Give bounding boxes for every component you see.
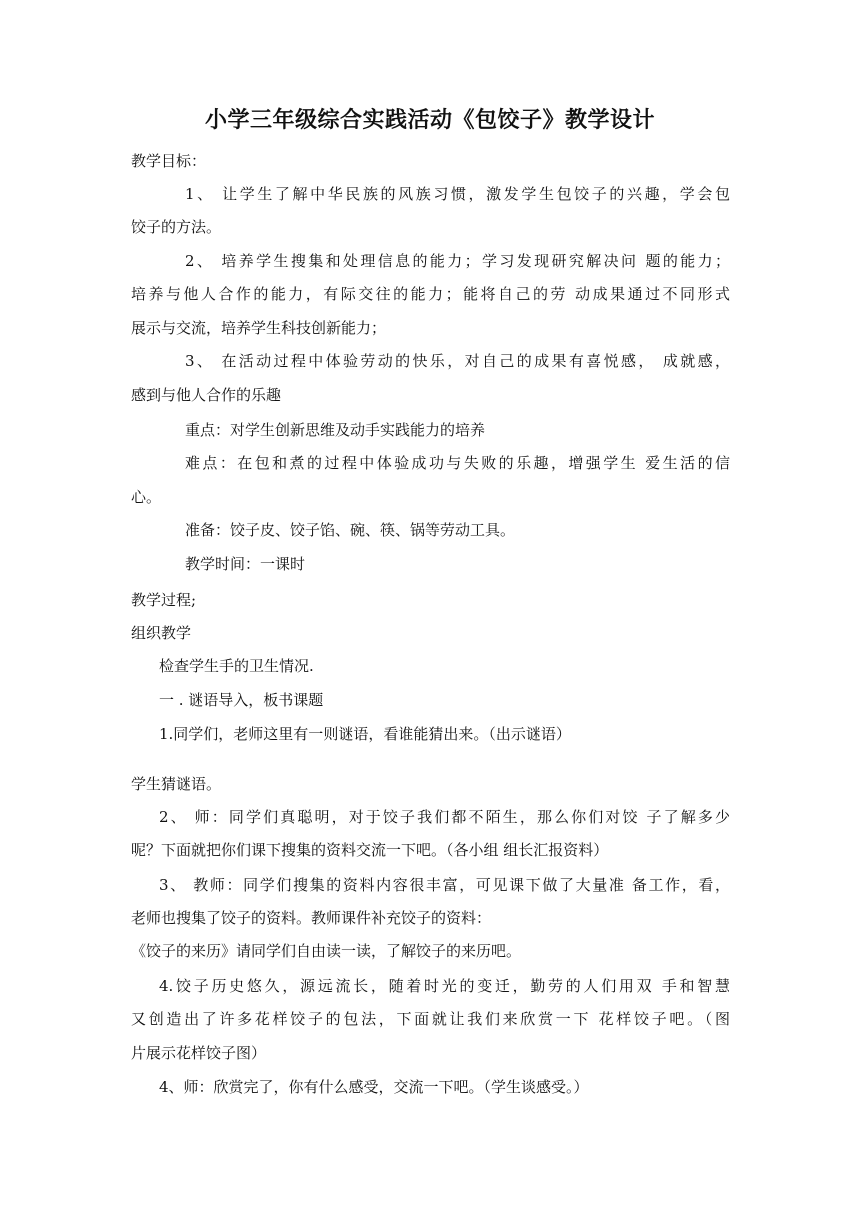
section-heading-process: 教学过程; bbox=[131, 591, 197, 609]
paragraph-line: 片展示花样饺子图） bbox=[131, 1044, 267, 1062]
paragraph-line: 《饺子的来历》请同学们自由读一读，了解饺子的来历吧。 bbox=[131, 942, 522, 960]
teaching-time-line: 教学时间：一课时 bbox=[185, 555, 306, 573]
paragraph-line: 4、师：欣赏完了，你有什么感受，交流一下吧。（学生谈感受。） bbox=[159, 1078, 589, 1096]
paragraph-line: 检查学生手的卫生情况. bbox=[159, 657, 314, 675]
paragraph-line: 呢？下面就把你们课下搜集的资料交流一下吧。（各小组 组长汇报资料） bbox=[131, 841, 609, 859]
section-heading-objectives: 教学目标： bbox=[131, 152, 207, 170]
paragraph-line: 2、 培养学生搜集和处理信息的能力；学习发现研究解决问 题的能力； bbox=[185, 252, 730, 270]
preparation-line: 准备：饺子皮、饺子馅、碗、筷、锅等劳动工具。 bbox=[185, 521, 516, 539]
paragraph-line: 1、 让学生了解中华民族的风族习惯，激发学生包饺子的兴趣，学会包 bbox=[185, 185, 730, 203]
paragraph-line: 1.同学们，老师这里有一则谜语，看谁能猜出来。（出示谜语） bbox=[159, 725, 571, 743]
difficulty-line: 难点：在包和煮的过程中体验成功与失败的乐趣，增强学生 爱生活的信 bbox=[185, 454, 730, 472]
section-heading-organize: 组织教学 bbox=[131, 624, 192, 642]
step-heading: 一 . 谜语导入，板书课题 bbox=[159, 691, 324, 709]
paragraph-line: 2、 师：同学们真聪明，对于饺子我们都不陌生，那么你们对饺 子了解多少 bbox=[159, 808, 730, 826]
key-point-line: 重点：对学生创新思维及动手实践能力的培养 bbox=[185, 421, 486, 439]
paragraph-line: 4.饺子历史悠久，源远流长，随着时光的变迁，勤劳的人们用双 手和智慧 bbox=[159, 977, 730, 995]
paragraph-line: 饺子的方法。 bbox=[131, 218, 222, 236]
paragraph-line: 3、 教师：同学们搜集的资料内容很丰富，可见课下做了大量准 备工作，看， bbox=[159, 876, 730, 894]
paragraph-line: 展示与交流，培养学生科技创新能力； bbox=[131, 319, 387, 337]
paragraph-line: 又创造出了许多花样饺子的包法，下面就让我们来欣赏一下 花样饺子吧。（图 bbox=[131, 1010, 730, 1028]
paragraph-line: 心。 bbox=[131, 488, 162, 506]
paragraph-line: 学生猜谜语。 bbox=[131, 775, 222, 793]
document-title: 小学三年级综合实践活动《包饺子》教学设计 bbox=[204, 107, 655, 133]
paragraph-line: 老师也搜集了饺子的资料。教师课件补充饺子的资料： bbox=[131, 909, 492, 927]
paragraph-line: 培养与他人合作的能力，有际交往的能力；能将自己的劳 动成果通过不同形式 bbox=[131, 285, 730, 303]
paragraph-line: 3、 在活动过程中体验劳动的快乐，对自己的成果有喜悦感， 成就感， bbox=[185, 352, 730, 370]
paragraph-line: 感到与他人合作的乐趣 bbox=[131, 386, 282, 404]
